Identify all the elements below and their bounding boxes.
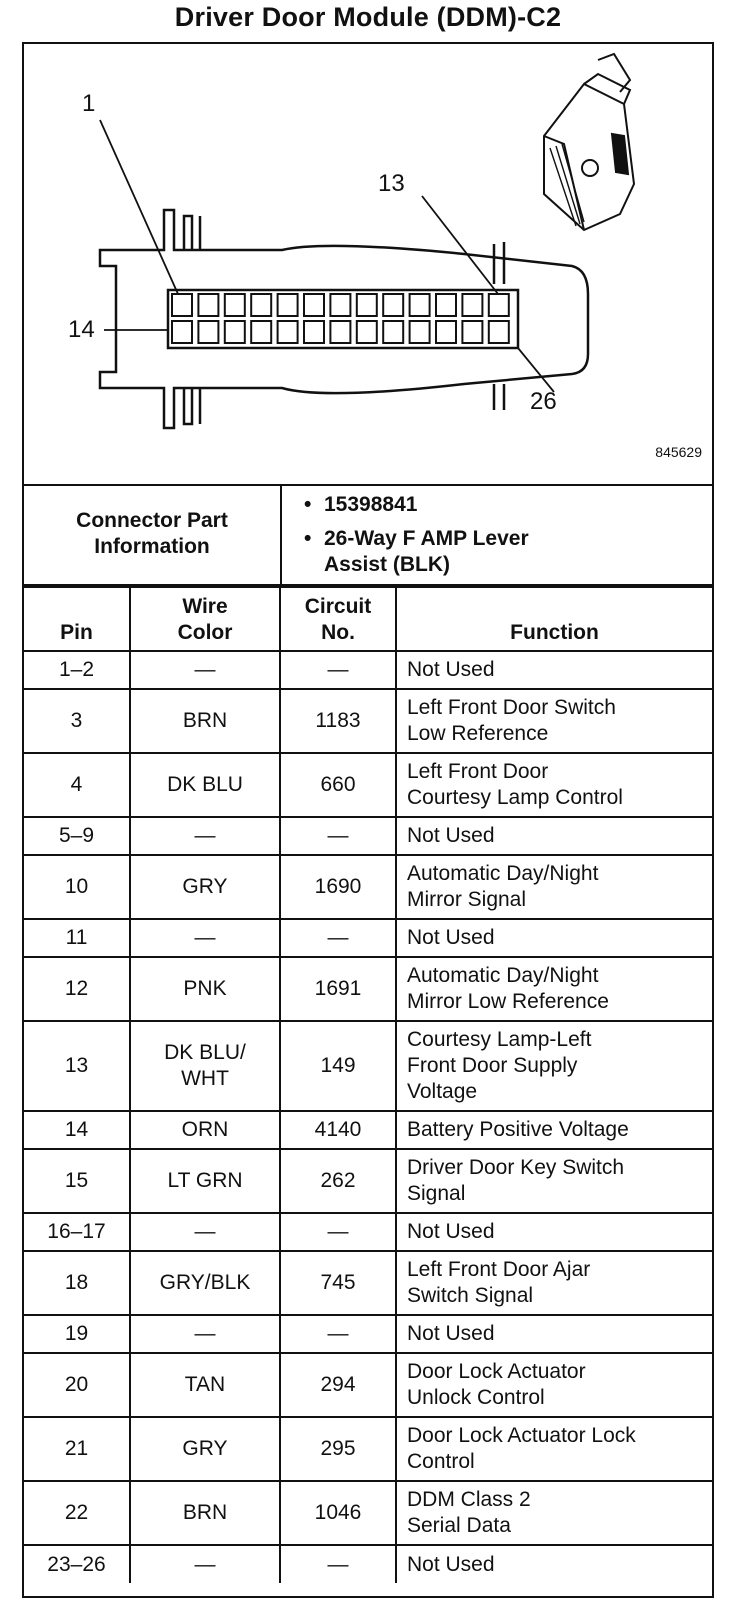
wire-color-line: DK BLU/	[164, 1041, 246, 1064]
terminal-cavity	[489, 294, 509, 316]
wire-color-cell	[130, 817, 280, 855]
connector-tab-bottom	[184, 388, 200, 424]
wire-color-cell	[130, 689, 280, 753]
terminal-cavity	[278, 294, 298, 316]
terminal-cavity	[436, 321, 456, 343]
function-cell	[396, 817, 712, 855]
wire-color-cell	[130, 1315, 280, 1353]
terminal-cavity	[198, 294, 218, 316]
function-line: Left Front Door Ajar	[407, 1258, 591, 1281]
function-line: Serial Data	[407, 1514, 511, 1537]
terminal-cavity	[357, 321, 377, 343]
bullet-dot: •	[304, 527, 312, 550]
connector-info-label	[24, 484, 282, 584]
function-line: Not Used	[407, 1552, 495, 1576]
function-cell	[396, 1481, 712, 1545]
circuit-cell: 1690	[280, 855, 396, 919]
function-line: Courtesy Lamp-Left	[407, 1028, 592, 1051]
circuit-cell: —	[280, 1213, 396, 1251]
terminal-cavity	[330, 294, 350, 316]
function-cell	[396, 651, 712, 689]
pinout-table	[24, 586, 712, 1583]
circuit-cell: 1183	[280, 689, 396, 753]
wire-color-line: PNK	[183, 977, 227, 1000]
wire-color-line: GRY	[182, 1437, 228, 1460]
table-row	[24, 1353, 712, 1417]
wire-color-line: —	[194, 1552, 216, 1576]
function-line: Door Lock Actuator Lock	[407, 1424, 636, 1447]
label-pin-13: 13	[378, 170, 405, 197]
function-line: Not Used	[407, 1322, 495, 1345]
pin-cell: 14	[24, 1111, 130, 1149]
function-cell	[396, 1353, 712, 1417]
function-line: Voltage	[407, 1080, 478, 1103]
bullet-dot: •	[304, 493, 312, 516]
terminal-cavity	[410, 321, 430, 343]
function-line: Front Door Supply	[407, 1054, 578, 1077]
terminal-cavity	[357, 294, 377, 316]
wire-color-line: TAN	[184, 1373, 226, 1396]
function-line: Low Reference	[407, 722, 549, 745]
terminal-cavity	[225, 321, 245, 343]
function-line: Automatic Day/Night	[407, 964, 599, 987]
wire-color-line: GRY	[182, 875, 228, 898]
terminal-cavity	[383, 294, 403, 316]
terminal-cavity	[251, 321, 271, 343]
terminal-cavity	[330, 321, 350, 343]
wire-color-line: —	[194, 926, 216, 949]
function-line: Left Front Door	[407, 760, 549, 783]
terminal-cavity	[436, 294, 456, 316]
pin-cell: 16–17	[24, 1213, 130, 1251]
part-number-bullet	[304, 492, 694, 518]
connector-iso-view	[544, 54, 634, 230]
label-pin-14: 14	[68, 316, 95, 343]
connector-tab-right-top	[494, 242, 504, 284]
terminal-cavity	[410, 294, 430, 316]
function-cell	[396, 1149, 712, 1213]
function-cell	[396, 957, 712, 1021]
wire-color-cell	[130, 1111, 280, 1149]
wire-color-cell	[130, 919, 280, 957]
pin-cell: 11	[24, 919, 130, 957]
connector-drawing	[24, 44, 712, 484]
function-line: Not Used	[407, 658, 495, 681]
function-line: Battery Positive Voltage	[407, 1118, 629, 1141]
terminal-cavity	[304, 294, 324, 316]
header-wire-color-line2: Color	[177, 621, 233, 644]
function-line: Not Used	[407, 824, 495, 847]
terminal-cavity	[489, 321, 509, 343]
table-row	[24, 1021, 712, 1111]
function-line: Left Front Door Switch	[407, 696, 616, 719]
connector-info-label-line2: Information	[94, 535, 210, 558]
pin-cell: 21	[24, 1417, 130, 1481]
header-circuit-line1: Circuit	[304, 595, 372, 618]
part-number: 15398841	[324, 493, 418, 516]
wire-color-line: BRN	[182, 709, 228, 732]
circuit-cell: 294	[280, 1353, 396, 1417]
wire-color-cell	[130, 1417, 280, 1481]
function-line: Unlock Control	[407, 1386, 545, 1409]
wire-color-line: GRY/BLK	[159, 1271, 251, 1294]
connector-info-values	[282, 484, 712, 584]
terminal-cavity	[278, 321, 298, 343]
table-row	[24, 1251, 712, 1315]
circuit-cell: 1691	[280, 957, 396, 1021]
table-row	[24, 957, 712, 1021]
function-cell	[396, 1315, 712, 1353]
table-row	[24, 1111, 712, 1149]
pin-cell: 13	[24, 1021, 130, 1111]
connector-description-line1: 26-Way F AMP Lever	[324, 527, 529, 550]
wire-color-cell	[130, 1021, 280, 1111]
wire-color-line: —	[194, 824, 216, 847]
table-row	[24, 919, 712, 957]
circuit-cell: 4140	[280, 1111, 396, 1149]
wire-color-cell	[130, 855, 280, 919]
circuit-cell: —	[280, 817, 396, 855]
table-row	[24, 1213, 712, 1251]
function-line: Control	[407, 1450, 475, 1473]
leader-pin13	[422, 196, 498, 294]
circuit-cell: —	[280, 1315, 396, 1353]
connector-tab-right-bottom	[494, 384, 504, 410]
connector-diagram	[24, 44, 712, 486]
function-line: Automatic Day/Night	[407, 862, 599, 885]
function-line: Mirror Low Reference	[407, 990, 609, 1013]
wire-color-line: WHT	[181, 1067, 229, 1090]
function-line: Not Used	[407, 1220, 495, 1243]
table-row	[24, 1149, 712, 1213]
label-pin-26: 26	[530, 388, 557, 415]
function-line: DDM Class 2	[407, 1488, 531, 1511]
pin-cell: 23–26	[24, 1545, 130, 1583]
pin-cell: 4	[24, 753, 130, 817]
function-cell	[396, 1417, 712, 1481]
circuit-cell: 149	[280, 1021, 396, 1111]
circuit-cell: 660	[280, 753, 396, 817]
pin-cell: 20	[24, 1353, 130, 1417]
function-line: Signal	[407, 1182, 466, 1205]
function-cell	[396, 1213, 712, 1251]
terminal-cavity	[304, 321, 324, 343]
pin-cell: 1–2	[24, 651, 130, 689]
pin-cell: 12	[24, 957, 130, 1021]
wire-color-line: —	[194, 1220, 216, 1243]
pin-cell: 5–9	[24, 817, 130, 855]
function-cell	[396, 1251, 712, 1315]
wire-color-cell	[130, 753, 280, 817]
connector-outline	[100, 210, 588, 428]
function-cell	[396, 1111, 712, 1149]
circuit-cell: 262	[280, 1149, 396, 1213]
terminal-cavity	[172, 321, 192, 343]
function-cell	[396, 1545, 712, 1583]
circuit-cell: 745	[280, 1251, 396, 1315]
table-row	[24, 1417, 712, 1481]
connector-description-bullet	[304, 526, 694, 578]
function-line: Switch Signal	[407, 1284, 534, 1307]
pin-cell: 3	[24, 689, 130, 753]
page-title: Driver Door Module (DDM)-C2	[174, 2, 562, 32]
leader-pin26	[518, 348, 554, 392]
header-wire-color	[130, 587, 280, 651]
function-line: Door Lock Actuator	[407, 1360, 586, 1383]
function-line: Mirror Signal	[407, 888, 527, 911]
header-circuit-line2: No.	[321, 621, 355, 644]
circuit-cell: —	[280, 919, 396, 957]
leader-pin1	[100, 120, 178, 294]
connector-description-line2: Assist (BLK)	[324, 553, 451, 576]
pin-cell: 10	[24, 855, 130, 919]
wire-color-cell	[130, 1545, 280, 1583]
pin-cell: 22	[24, 1481, 130, 1545]
connector-info-label-line1: Connector Part	[76, 509, 228, 532]
connector-tab-top	[184, 216, 200, 250]
cavity-block	[168, 290, 518, 348]
wire-color-line: —	[194, 658, 216, 681]
header-wire-color-line1: Wire	[182, 595, 228, 618]
wire-color-line: LT GRN	[167, 1169, 243, 1192]
function-cell	[396, 1021, 712, 1111]
function-cell	[396, 689, 712, 753]
header-circuit	[280, 587, 396, 651]
wire-color-cell	[130, 1353, 280, 1417]
pin-cell: 19	[24, 1315, 130, 1353]
header-pin: Pin	[24, 587, 130, 651]
table-row	[24, 855, 712, 919]
terminal-cavity	[462, 294, 482, 316]
function-line: Driver Door Key Switch	[407, 1156, 625, 1179]
circuit-cell: 1046	[280, 1481, 396, 1545]
wire-color-cell	[130, 1149, 280, 1213]
wire-color-line: BRN	[182, 1501, 228, 1524]
table-row	[24, 1545, 712, 1583]
circuit-cell: 295	[280, 1417, 396, 1481]
table-header-row	[24, 587, 712, 651]
wire-color-line: —	[194, 1322, 216, 1345]
terminal-cavity	[225, 294, 245, 316]
header-function: Function	[396, 587, 712, 651]
wire-color-cell	[130, 651, 280, 689]
table-row	[24, 1315, 712, 1353]
terminal-cavity	[383, 321, 403, 343]
function-cell	[396, 753, 712, 817]
wire-color-cell	[130, 1213, 280, 1251]
function-cell	[396, 855, 712, 919]
terminal-cavity	[198, 321, 218, 343]
circuit-cell: —	[280, 651, 396, 689]
table-row	[24, 689, 712, 753]
wire-color-cell	[130, 1251, 280, 1315]
figure-id: 845629	[655, 444, 702, 460]
terminal-cavity	[251, 294, 271, 316]
pin-cell: 18	[24, 1251, 130, 1315]
table-row	[24, 651, 712, 689]
function-cell	[396, 919, 712, 957]
wire-color-line: ORN	[181, 1118, 229, 1141]
terminal-cavity	[172, 294, 192, 316]
wire-color-line: DK BLU	[167, 773, 243, 796]
function-line: Not Used	[407, 926, 495, 949]
wire-color-cell	[130, 1481, 280, 1545]
wire-color-cell	[130, 957, 280, 1021]
terminal-cavity	[462, 321, 482, 343]
function-line: Courtesy Lamp Control	[407, 786, 623, 809]
table-row	[24, 817, 712, 855]
pin-cell: 15	[24, 1149, 130, 1213]
circuit-cell: —	[280, 1545, 396, 1583]
label-pin-1: 1	[82, 90, 96, 117]
table-row	[24, 1481, 712, 1545]
connector-part-info	[24, 484, 712, 586]
table-row	[24, 753, 712, 817]
connector-sheet	[22, 42, 714, 1598]
